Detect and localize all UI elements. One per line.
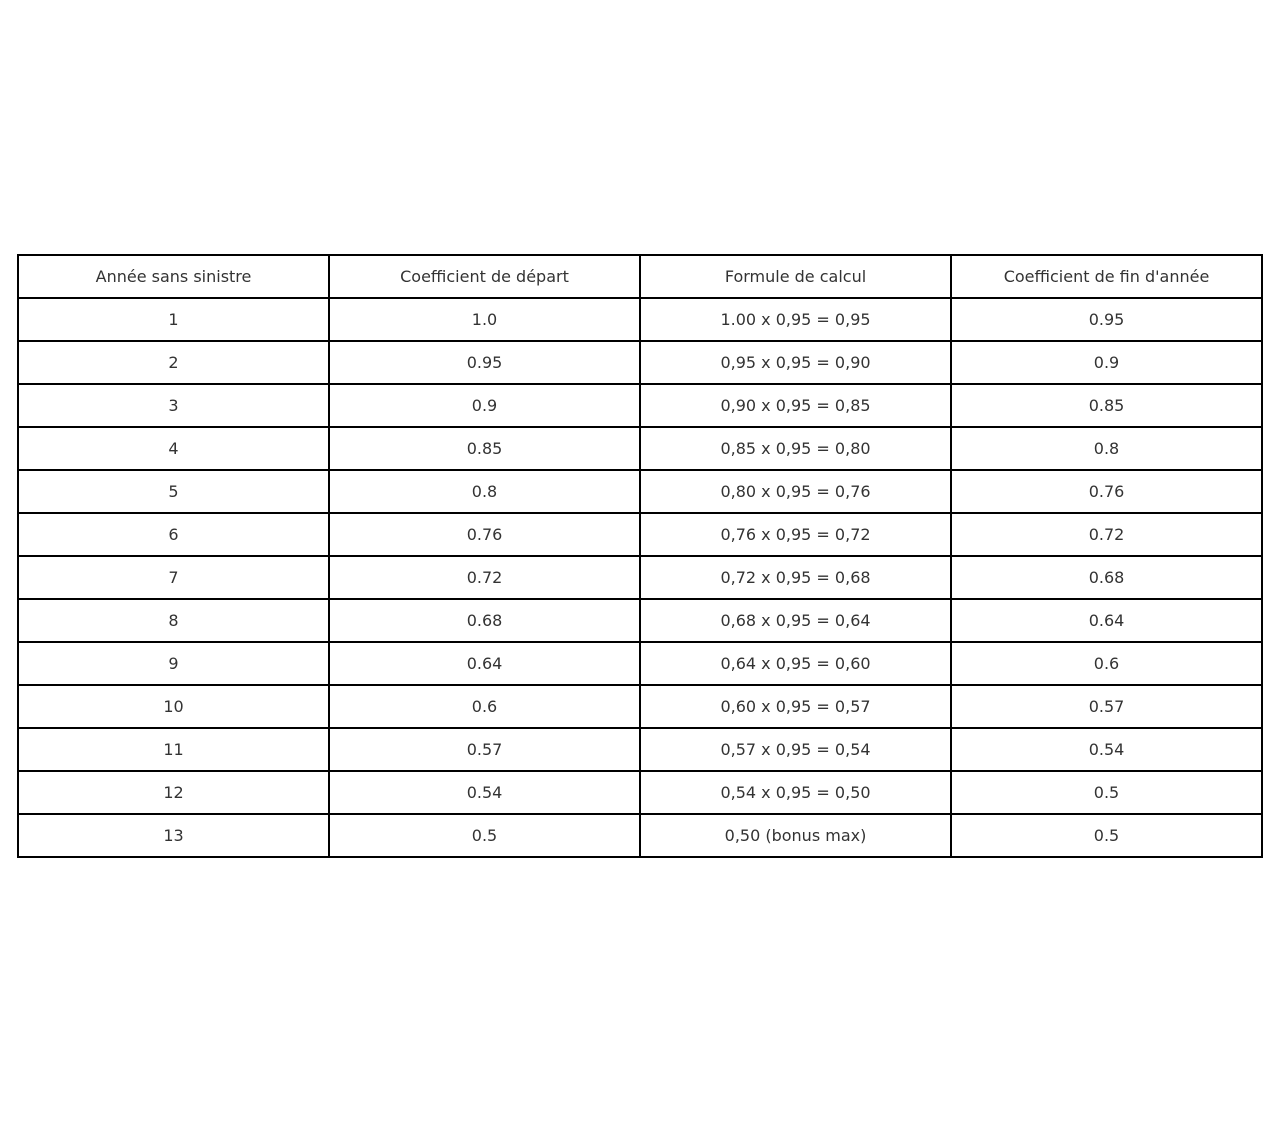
cell-formule: 0,85 x 0,95 = 0,80 [640, 427, 951, 470]
cell-coefficient-fin: 0.72 [951, 513, 1262, 556]
header-coefficient-de-fin-d-annee: Coefficient de fin d'année [951, 255, 1262, 298]
cell-coefficient-depart: 0.6 [329, 685, 640, 728]
header-coefficient-de-depart: Coefficient de départ [329, 255, 640, 298]
header-formule-de-calcul: Formule de calcul [640, 255, 951, 298]
cell-formule: 0,50 (bonus max) [640, 814, 951, 857]
header-annee-sans-sinistre: Année sans sinistre [18, 255, 329, 298]
cell-annee: 2 [18, 341, 329, 384]
cell-annee: 10 [18, 685, 329, 728]
cell-coefficient-depart: 0.8 [329, 470, 640, 513]
cell-coefficient-fin: 0.68 [951, 556, 1262, 599]
cell-formule: 0,68 x 0,95 = 0,64 [640, 599, 951, 642]
cell-annee: 4 [18, 427, 329, 470]
cell-coefficient-fin: 0.64 [951, 599, 1262, 642]
cell-formule: 0,95 x 0,95 = 0,90 [640, 341, 951, 384]
cell-annee: 11 [18, 728, 329, 771]
cell-coefficient-depart: 0.9 [329, 384, 640, 427]
cell-formule: 0,90 x 0,95 = 0,85 [640, 384, 951, 427]
table-row [18, 513, 1262, 556]
cell-annee: 1 [18, 298, 329, 341]
cell-coefficient-fin: 0.76 [951, 470, 1262, 513]
cell-coefficient-fin: 0.57 [951, 685, 1262, 728]
cell-annee: 13 [18, 814, 329, 857]
cell-formule: 0,54 x 0,95 = 0,50 [640, 771, 951, 814]
table-header [18, 255, 1262, 298]
cell-formule: 0,72 x 0,95 = 0,68 [640, 556, 951, 599]
cell-annee: 9 [18, 642, 329, 685]
cell-coefficient-depart: 1.0 [329, 298, 640, 341]
cell-coefficient-depart: 0.76 [329, 513, 640, 556]
table-row [18, 685, 1262, 728]
cell-coefficient-fin: 0.9 [951, 341, 1262, 384]
cell-coefficient-depart: 0.64 [329, 642, 640, 685]
cell-annee: 3 [18, 384, 329, 427]
cell-coefficient-depart: 0.85 [329, 427, 640, 470]
table-row [18, 599, 1262, 642]
cell-formule: 1.00 x 0,95 = 0,95 [640, 298, 951, 341]
table-body [18, 298, 1262, 857]
cell-coefficient-fin: 0.6 [951, 642, 1262, 685]
coefficient-table-container [17, 254, 1263, 858]
cell-coefficient-fin: 0.8 [951, 427, 1262, 470]
cell-formule: 0,64 x 0,95 = 0,60 [640, 642, 951, 685]
cell-coefficient-depart: 0.72 [329, 556, 640, 599]
cell-annee: 12 [18, 771, 329, 814]
table-row [18, 771, 1262, 814]
cell-formule: 0,80 x 0,95 = 0,76 [640, 470, 951, 513]
cell-formule: 0,60 x 0,95 = 0,57 [640, 685, 951, 728]
cell-coefficient-fin: 0.5 [951, 771, 1262, 814]
table-row [18, 298, 1262, 341]
table-row [18, 470, 1262, 513]
cell-coefficient-depart: 0.54 [329, 771, 640, 814]
cell-coefficient-fin: 0.54 [951, 728, 1262, 771]
cell-annee: 6 [18, 513, 329, 556]
table-row [18, 427, 1262, 470]
cell-coefficient-fin: 0.95 [951, 298, 1262, 341]
bonus-coefficient-table [17, 254, 1263, 858]
cell-coefficient-fin: 0.85 [951, 384, 1262, 427]
cell-formule: 0,76 x 0,95 = 0,72 [640, 513, 951, 556]
cell-coefficient-depart: 0.95 [329, 341, 640, 384]
table-row [18, 556, 1262, 599]
cell-coefficient-depart: 0.5 [329, 814, 640, 857]
table-row [18, 814, 1262, 857]
cell-annee: 5 [18, 470, 329, 513]
cell-coefficient-depart: 0.57 [329, 728, 640, 771]
table-row [18, 384, 1262, 427]
header-row [18, 255, 1262, 298]
table-row [18, 341, 1262, 384]
table-row [18, 642, 1262, 685]
table-row [18, 728, 1262, 771]
cell-coefficient-depart: 0.68 [329, 599, 640, 642]
cell-annee: 7 [18, 556, 329, 599]
cell-formule: 0,57 x 0,95 = 0,54 [640, 728, 951, 771]
cell-coefficient-fin: 0.5 [951, 814, 1262, 857]
cell-annee: 8 [18, 599, 329, 642]
